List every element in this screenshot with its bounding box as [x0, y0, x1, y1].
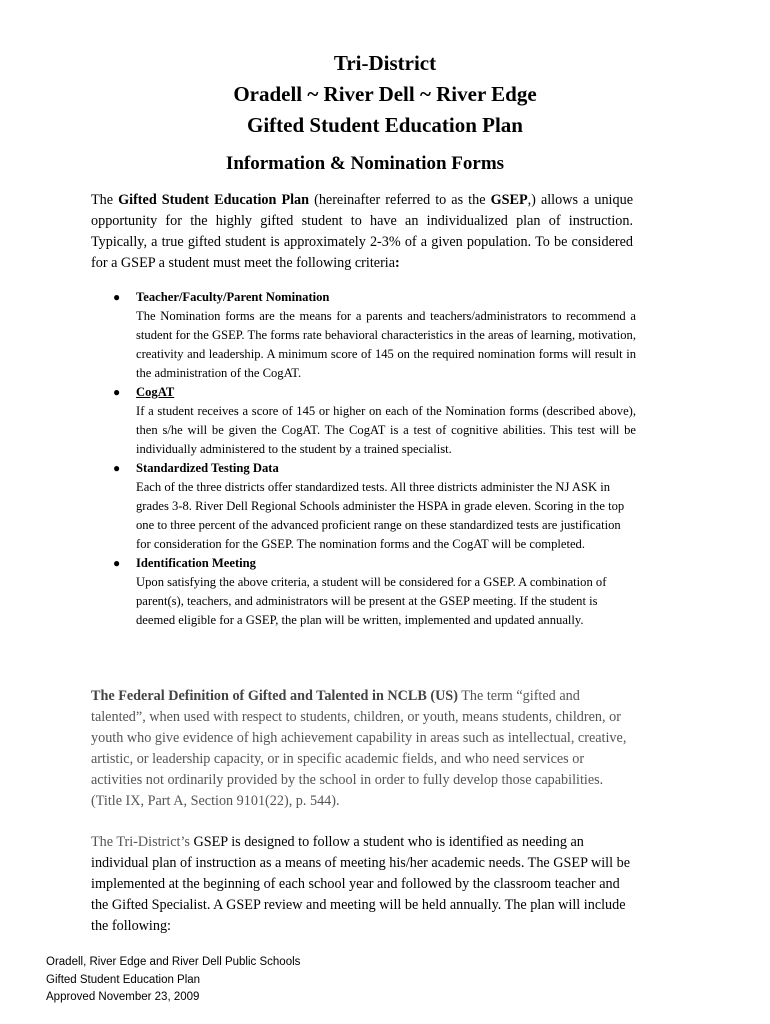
federal-definition-paragraph [91, 686, 631, 812]
criteria-title: Identification Meeting [136, 556, 256, 570]
federal-definition-text: The term “gifted and talented”, when used with respect to students, children, or youth, means students, children, or youth who give evidence of high achievement capability in areas such as intellectual, creative, artistic, or leadership capacity, or in specific academic fields, and who need services or activities not ordinarily provided by the school in order to fully develop those capabilities.(Title IX, Part A, Section 9101(22), p. 544). [91, 688, 627, 809]
criteria-body: Upon satisfying the above criteria, a student will be considered for a GSEP. A combination of parent(s), teachers, and administrators will be present at the GSEP meeting. If the student is deemed eligible for a GSEP, the plan will be written, implemented and updated annually. [136, 575, 607, 627]
footer-line-3: Approved November 23, 2009 [46, 991, 200, 1003]
list-item [91, 288, 636, 383]
bullet-icon: ● [113, 385, 121, 399]
criteria-list [91, 288, 636, 630]
list-item [91, 459, 636, 554]
intro-bold-1: Gifted Student Education Plan [118, 192, 310, 208]
criteria-body: The Nomination forms are the means for a parents and teachers/administrators to recommend a student for the GSEP. The forms rate behavioral characteristics in the areas of learning, motivation, creativity and leadership. A minimum score of 145 on the required nomination forms will result in the administration of the CogAT. [136, 309, 636, 380]
bullet-icon: ● [113, 461, 121, 475]
criteria-title: CogAT [136, 385, 175, 399]
intro-text-1: The [91, 192, 119, 208]
criteria-body: If a student receives a score of 145 or higher on each of the Nomination forms (described above), then s/he will be given the CogAT. The CogAT is a test of cognitive abilities. This test will be individually administered to the student by a trained specialist. [136, 404, 636, 456]
intro-paragraph [91, 190, 633, 274]
tri-district-lead: The Tri-District’s [91, 834, 194, 850]
intro-text-3: ,) allows a unique opportunity for the highly gifted student to have an individualized plan of instruction. Typically, a true gifted student is approximately 2-3% of a given population. To be considered for a GSEP a student must meet the following criteria [91, 192, 633, 271]
footer-line-2: Gifted Student Education Plan [46, 973, 201, 986]
title-block [0, 48, 770, 141]
footer-line-1: Oradell, River Edge and River Dell Public Schools [46, 956, 301, 968]
tri-district-text: GSEP is designed to follow a student who is identified as needing an individual plan of instruction as a means of meeting his/her academic needs. The GSEP will be implemented at the beginning of each school year and followed by the classroom teacher and the Gifted Specialist. A GSEP review and meeting will be held annually. The plan will include the following: [91, 834, 630, 934]
bullet-icon: ● [113, 556, 121, 570]
page-footer [46, 954, 300, 1007]
federal-definition-heading: The Federal Definition of Gifted and Talented in NCLB (US) [91, 688, 458, 704]
intro-bold-3: : [395, 255, 400, 271]
intro-text-2: (hereinafter referred to as the [309, 192, 491, 208]
page-subtitle: Information & Nomination Forms [225, 153, 505, 174]
bullet-icon: ● [113, 290, 121, 304]
intro-bold-2: GSEP [490, 192, 528, 208]
title-line-2: Oradell ~ River Dell ~ River Edge [233, 82, 537, 106]
criteria-body: Each of the three districts offer standardized tests. All three districts administer the NJ ASK in grades 3-8. River Dell Regional Schools administer the HSPA in grade eleven. Scoring in the top one to three percent of the advanced proficient range on these standardized tests are justification for consideration for the GSEP. The nomination forms and the CogAT will be completed. [136, 480, 625, 551]
criteria-title: Teacher/Faculty/Parent Nomination [136, 290, 330, 304]
criteria-title: Standardized Testing Data [136, 461, 279, 475]
title-line-3: Gifted Student Education Plan [247, 113, 523, 137]
title-line-1: Tri-District [333, 51, 437, 75]
tri-district-paragraph [91, 832, 636, 937]
list-item [91, 554, 636, 630]
list-item [91, 383, 636, 459]
